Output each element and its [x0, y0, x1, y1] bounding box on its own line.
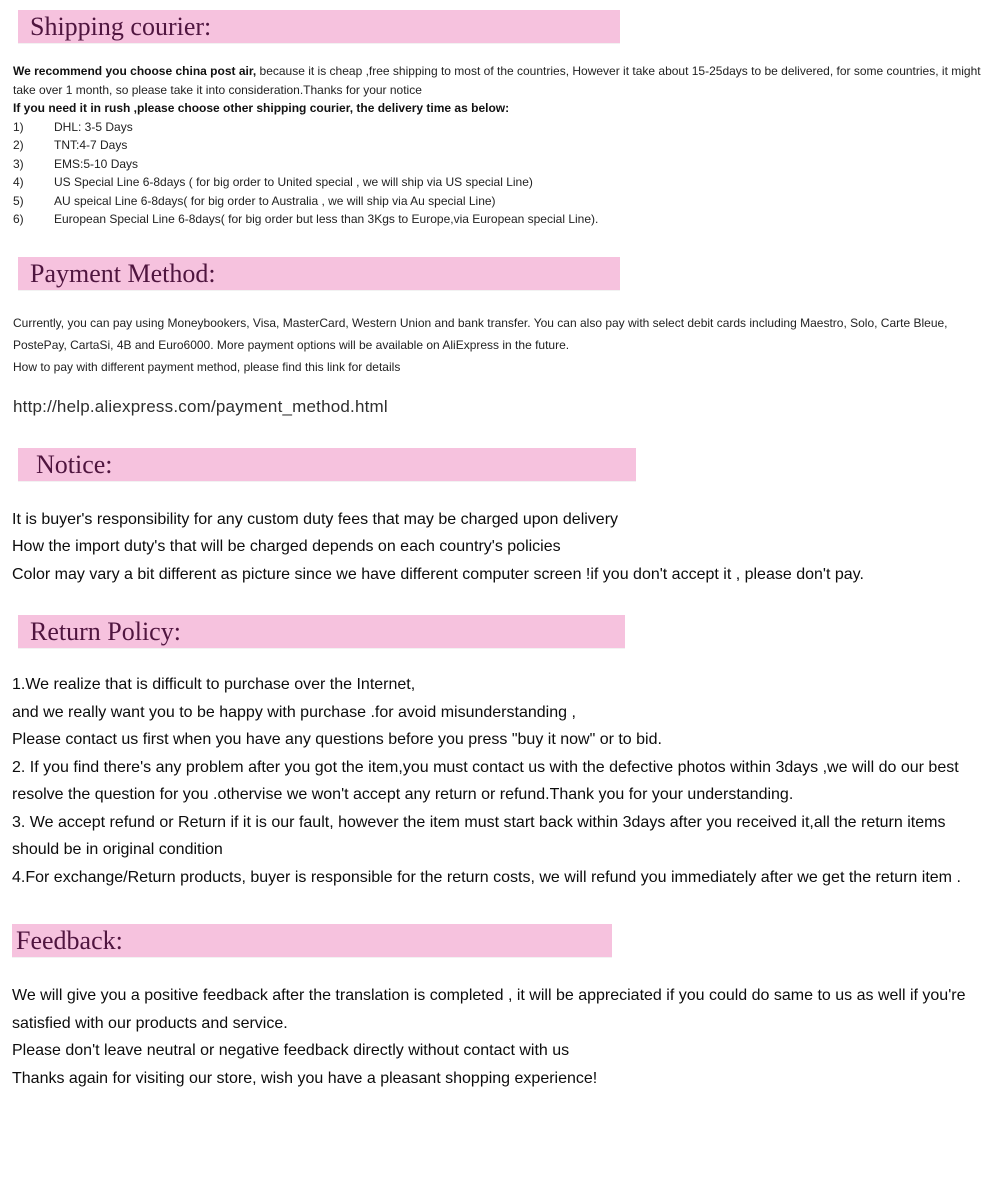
section-payment-method — [0, 257, 1000, 417]
courier-list-item — [13, 136, 991, 155]
return-policy-line: 3. We accept refund or Return if it is our fault, however the item must start back within 3days after you received it,all the return items should be in original condition — [12, 813, 946, 858]
feedback-line: Please don't leave neutral or negative feedback directly without contact with us — [12, 1042, 570, 1059]
feedback-line: We will give you a positive feedback after the translation is completed , it will be appreciated if you could do same to us as well if you're satisfied with our products and service. — [12, 987, 966, 1032]
section-feedback — [0, 924, 1000, 1108]
notice-title: Notice: — [36, 449, 113, 479]
payment-method-link[interactable]: http://help.aliexpress.com/payment_method.html — [13, 396, 388, 416]
feedback-lines — [12, 982, 997, 1108]
return-policy-line: 1.We realize that is difficult to purchase over the Internet, — [12, 676, 416, 693]
payment-method-header — [18, 257, 620, 290]
payment-body-text: Currently, you can pay using Moneybookers, Visa, MasterCard, Western Union and bank transfer. You can also pay with select debit cards including Maestro, Solo, Carte Bleue, PostePay, CartaSi, 4B and Euro6000. More payment options will be available on AliExpress in the future. — [13, 315, 948, 352]
courier-list-item — [13, 118, 991, 137]
feedback-title: Feedback: — [16, 926, 123, 955]
notice-lines — [12, 506, 997, 589]
shipping-intro-rest: because it is cheap ,free shipping to most of the countries, However it take about 15-25days to be delivered, for some countries, it might take over 1 month, so please take it into consideration.Thanks for your notice — [13, 64, 981, 97]
return-policy-line: 2. If you find there's any problem after you got the item,you must contact us with the defective photos within 3days ,we will do our best resolve the question for you .othervise we won't accept any return or refund.Thank you for your understanding. — [12, 758, 959, 803]
return-policy-line: Please contact us first when you have any questions before you press "buy it now" or to bid. — [12, 731, 662, 748]
courier-list-item — [13, 210, 991, 229]
courier-item-text: TNT:4-7 Days — [54, 138, 128, 152]
courier-item-text: European Special Line 6-8days( for big order but less than 3Kgs to Europe,via European special Line). — [54, 212, 599, 226]
feedback-line: Thanks again for visiting our store, wish you have a pleasant shopping experience! — [12, 1069, 598, 1087]
courier-item-text: US Special Line 6-8days ( for big order to United special , we will ship via US special Line) — [54, 175, 533, 189]
shipping-rush-note: If you need it in rush ,please choose other shipping courier, the delivery time as below: — [13, 101, 510, 115]
return-policy-header — [18, 615, 625, 648]
payment-paragraph — [13, 312, 993, 378]
section-shipping-courier — [0, 10, 1000, 229]
return-policy-line: 4.For exchange/Return products, buyer is responsible for the return costs, we will refund you immediately after we get the return item . — [12, 868, 961, 886]
courier-list-item — [13, 155, 991, 174]
courier-item-text: AU speical Line 6-8days( for big order to Australia , we will ship via Au special Line) — [54, 193, 496, 208]
section-return-policy — [0, 615, 1000, 891]
return-policy-title: Return Policy: — [30, 617, 181, 646]
notice-line: How the import duty's that will be charged depends on each country's policies — [12, 538, 561, 555]
payment-howto-text: How to pay with different payment method, please find this link for details — [13, 359, 401, 374]
payment-method-title: Payment Method: — [30, 258, 216, 288]
seller-policy-page — [0, 10, 1000, 1178]
shipping-intro-paragraph — [13, 62, 991, 118]
shipping-courier-title: Shipping courier: — [30, 12, 212, 41]
return-policy-lines — [12, 671, 997, 891]
courier-item-text: EMS:5-10 Days — [54, 156, 139, 171]
feedback-header — [12, 924, 612, 957]
courier-item-number: 2) — [13, 138, 24, 152]
shipping-courier-header — [18, 10, 620, 43]
notice-line: It is buyer's responsibility for any custom duty fees that may be charged upon delivery — [12, 510, 619, 528]
shipping-intro-bold: We recommend you choose china post air, — [13, 64, 257, 78]
return-policy-line: and we really want you to be happy with purchase .for avoid misunderstanding , — [12, 703, 576, 721]
notice-line: Color may vary a bit different as picture since we have different computer screen !if you don't accept it , please don't pay. — [12, 565, 864, 583]
courier-list — [13, 118, 991, 229]
courier-item-number: 1) — [13, 119, 24, 134]
courier-item-number: 3) — [13, 156, 24, 171]
courier-item-number: 4) — [13, 175, 24, 189]
courier-item-text: DHL: 3-5 Days — [54, 119, 133, 134]
courier-list-item — [13, 173, 991, 192]
courier-list-item — [13, 192, 991, 211]
section-notice — [0, 448, 1000, 589]
notice-header — [18, 448, 636, 481]
courier-item-number: 6) — [13, 212, 24, 226]
courier-item-number: 5) — [13, 193, 24, 208]
